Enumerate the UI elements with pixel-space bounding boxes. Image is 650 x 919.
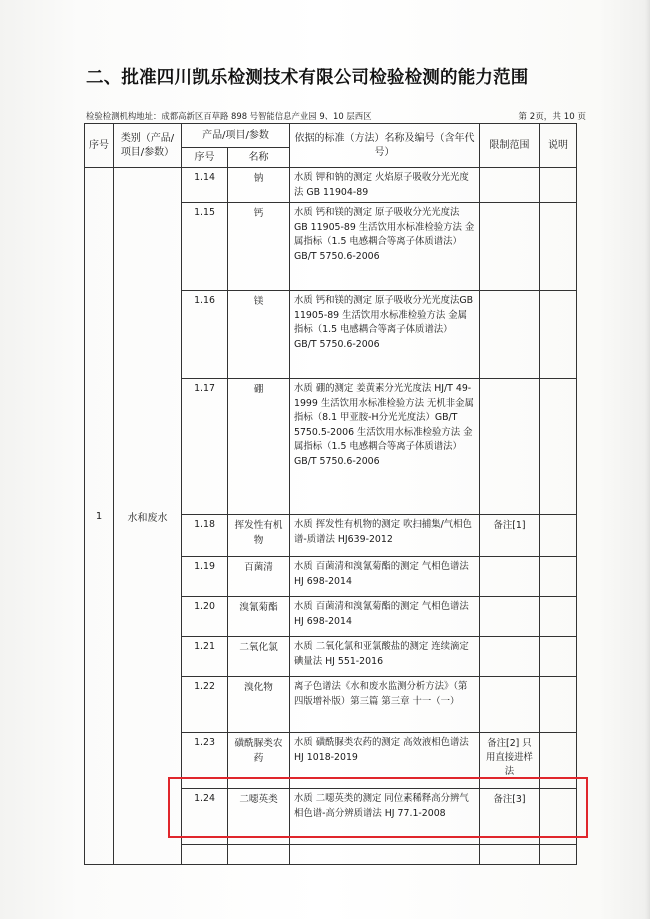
item-name: 钠 — [228, 168, 290, 203]
item-note — [540, 515, 577, 557]
item-note — [540, 557, 577, 597]
item-limit: 备注[2] 只用直接进样法 — [480, 733, 540, 789]
empty-cell — [480, 845, 540, 865]
header-category: 类别（产品/项目/参数） — [114, 124, 182, 168]
item-name: 挥发性有机物 — [228, 515, 290, 557]
item-limit — [480, 203, 540, 291]
item-limit — [480, 677, 540, 733]
empty-cell — [228, 845, 290, 865]
item-standard: 水质 钙和镁的测定 原子吸收分光光度法 GB 11905-89 生活饮用水标准检验方法 金属指标（1.5 电感耦合等离子体质谱法）GB/T 5750.6-2006 — [290, 203, 480, 291]
item-name: 镁 — [228, 291, 290, 379]
item-no: 1.22 — [182, 677, 228, 733]
item-limit — [480, 379, 540, 515]
item-no: 1.14 — [182, 168, 228, 203]
item-name: 溴氰菊酯 — [228, 597, 290, 637]
item-no: 1.21 — [182, 637, 228, 677]
item-standard: 水质 磺酰脲类农药的测定 高效液相色谱法 HJ 1018-2019 — [290, 733, 480, 789]
header-note: 说明 — [540, 124, 577, 168]
item-standard: 水质 钙和镁的测定 原子吸收分光光度法GB 11905-89 生活饮用水标准检验方法 金属指标（1.5 电感耦合等离子体质谱法）GB/T 5750.6-2006 — [290, 291, 480, 379]
item-name: 硼 — [228, 379, 290, 515]
item-standard: 水质 二噁英类的测定 同位素稀释高分辨气相色谱-高分辨质谱法 HJ 77.1-2008 — [290, 789, 480, 845]
item-name: 二噁英类 — [228, 789, 290, 845]
item-no: 1.17 — [182, 379, 228, 515]
item-limit — [480, 291, 540, 379]
item-standard: 水质 钾和钠的测定 火焰原子吸收分光光度法 GB 11904-89 — [290, 168, 480, 203]
item-note — [540, 203, 577, 291]
header-limit: 限制范围 — [480, 124, 540, 168]
group-seq: 1 — [85, 168, 114, 865]
item-standard: 水质 二氧化氯和亚氯酸盐的测定 连续滴定碘量法 HJ 551-2016 — [290, 637, 480, 677]
item-standard: 水质 百菌清和溴氰菊酯的测定 气相色谱法 HJ 698-2014 — [290, 597, 480, 637]
header-sub-no: 序号 — [182, 148, 228, 168]
item-name: 百菌清 — [228, 557, 290, 597]
item-limit: 备注[3] — [480, 789, 540, 845]
item-note — [540, 637, 577, 677]
item-note — [540, 168, 577, 203]
page-number: 第 2页，共 10 页 — [518, 112, 586, 122]
item-limit — [480, 557, 540, 597]
item-note — [540, 379, 577, 515]
highlight-box — [168, 777, 588, 838]
empty-cell — [540, 845, 577, 865]
item-limit — [480, 637, 540, 677]
item-standard: 水质 挥发性有机物的测定 吹扫捕集/气相色谱-质谱法 HJ639-2012 — [290, 515, 480, 557]
item-no: 1.16 — [182, 291, 228, 379]
item-no: 1.19 — [182, 557, 228, 597]
empty-cell — [182, 845, 228, 865]
item-limit — [480, 168, 540, 203]
lab-address: 检验检测机构地址：成都高新区百草路 898 号智能信息产业园 9、10 层西区 — [86, 111, 372, 121]
item-standard: 离子色谱法《水和废水监测分析方法》（第四版增补版）第三篇 第三章 十一（一） — [290, 677, 480, 733]
header-sub-name: 名称 — [228, 148, 290, 168]
page-edge-shadow — [645, 0, 650, 919]
item-standard: 水质 百菌清和溴氰菊酯的测定 气相色谱法 HJ 698-2014 — [290, 557, 480, 597]
item-note — [540, 597, 577, 637]
item-no: 1.20 — [182, 597, 228, 637]
header-seq: 序号 — [85, 124, 114, 168]
item-no: 1.24 — [182, 789, 228, 845]
table-row — [85, 168, 577, 203]
group-category: 水和废水 — [114, 168, 182, 865]
item-note — [540, 291, 577, 379]
item-no: 1.18 — [182, 515, 228, 557]
item-limit — [480, 597, 540, 637]
item-no: 1.23 — [182, 733, 228, 789]
item-standard: 水质 硼的测定 姜黄素分光光度法 HJ/T 49-1999 生活饮用水标准检验方法 无机非金属指标（8.1 甲亚胺-H分光光度法）GB/T 5750.5-2006 生活饮用水标准检验方法 金属指标（1.5 电感耦合等离子体质谱法）GB/T 5750.6-2006 — [290, 379, 480, 515]
item-name: 溴化物 — [228, 677, 290, 733]
header-group: 产品/项目/参数 — [182, 124, 290, 148]
empty-cell — [290, 845, 480, 865]
item-name: 磺酰脲类农药 — [228, 733, 290, 789]
capability-table — [84, 123, 577, 865]
item-note — [540, 677, 577, 733]
item-no: 1.15 — [182, 203, 228, 291]
item-limit: 备注[1] — [480, 515, 540, 557]
header-standard: 依据的标准（方法）名称及编号（含年代号） — [290, 124, 480, 168]
item-name: 二氧化氯 — [228, 637, 290, 677]
item-name: 钙 — [228, 203, 290, 291]
page-title: 二、批准四川凯乐检测技术有限公司检验检测的能力范围 — [86, 68, 529, 88]
